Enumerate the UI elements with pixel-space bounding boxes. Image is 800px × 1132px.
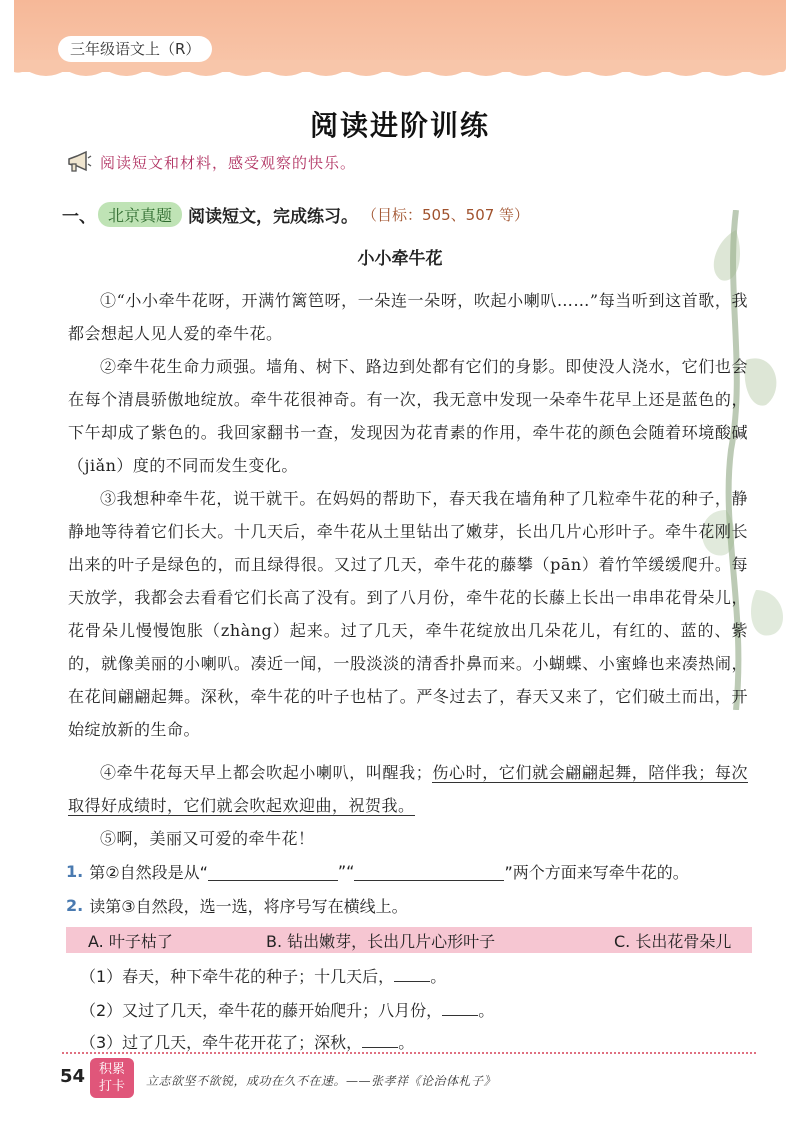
paragraph-1: ①“小小牵牛花呀，开满竹篱笆呀，一朵连一朵呀，吹起小喇叭……”每当听到这首歌，我都会想起人见人爱的牵牛花。 <box>68 291 748 343</box>
answer-blank-3[interactable] <box>394 965 430 982</box>
question-1-mid: ”“ <box>337 862 355 881</box>
card-line-1: 积累 <box>98 1062 125 1077</box>
passage-title: 小小牵牛花 <box>357 249 443 269</box>
sub-question-3-text: （3）过了几天，牵牛花开花了；深秋， <box>80 1033 363 1052</box>
footer-quote: 立志欲坚不欲锐，成功在久不在速。——张孝祥《论治体札子》 <box>146 1074 497 1088</box>
page-number: 54 <box>60 1066 86 1087</box>
instruction-row <box>66 150 356 174</box>
end-mark: 。 <box>478 1001 495 1020</box>
wave-divider <box>14 60 786 84</box>
end-mark: 。 <box>430 967 447 986</box>
sub-question-2-text: （2）又过了几天，牵牛花的藤开始爬升；八月份， <box>80 1001 443 1020</box>
card-line-2: 打卡 <box>98 1079 125 1094</box>
question-1-number: 1. <box>66 862 84 881</box>
accumulate-card <box>90 1058 134 1098</box>
instruction-text: 阅读短文和材料，感受观察的快乐。 <box>100 153 357 172</box>
question-2 <box>66 894 408 917</box>
answer-blank-4[interactable] <box>442 999 478 1016</box>
grade-label: 三年级语文上（R） <box>58 36 212 62</box>
footer-divider <box>62 1052 756 1054</box>
section-header <box>62 202 529 227</box>
page-title: 阅读进阶训练 <box>309 109 490 142</box>
options-bar <box>66 927 752 953</box>
paragraph-3: ③我想种牵牛花，说干就干。在妈妈的帮助下，春天我在墙角种了几粒牵牛花的种子，静静地等待着它们长大。十几天后，牵牛花从土里钻出了嫩芽，长出几片心形叶子。牵牛花刚长出来的叶子是绿色的，而且绿得很。又过了几天，牵牛花的藤攀（pān）着竹竿缓缓爬升。每天放学，我都会去看看它们长高了没有。到了八月份，牵牛花的长藤上长出一串串花骨朵儿，花骨朵儿慢慢饱胀（zhàng）起来。过了几天，牵牛花绽放出几朵花儿，有红的、蓝的、紫的，就像美丽的小喇叭。凑近一闻，一股淡淡的清香扑鼻而来。小蝴蝶、小蜜蜂也来凑热闹，在花间翩翩起舞。深秋，牵牛花的叶子也枯了。严冬过去了，春天又来了，它们破土而出，开始绽放新的生命。 <box>68 489 748 739</box>
paragraph-2: ②牵牛花生命力顽强。墙角、树下、路边到处都有它们的身影。即使没人浇水，它们也会在每个清晨骄傲地绽放。牵牛花很神奇。有一次，我无意中发现一朵牵牛花早上还是蓝色的，下午却成了紫色的。我回家翻书一查，发现因为花青素的作用，牵牛花的颜色会随着环境酸碱（jiǎn）度的不同而发生变化。 <box>68 357 748 475</box>
answer-blank-2[interactable] <box>354 862 504 881</box>
option-a: A. 叶子枯了 <box>88 931 173 951</box>
sub-question-3 <box>80 1030 414 1053</box>
sub-question-1 <box>80 964 446 987</box>
section-goal: （目标：505、507 等） <box>362 206 530 224</box>
section-task: 阅读短文，完成练习。 <box>188 207 359 227</box>
end-mark: 。 <box>398 1033 415 1052</box>
beijing-exam-badge: 北京真题 <box>98 202 182 227</box>
answer-blank-5[interactable] <box>362 1031 398 1048</box>
sub-question-2 <box>80 998 494 1021</box>
sub-question-1-text: （1）春天，种下牵牛花的种子；十几天后， <box>80 967 395 986</box>
question-2-number: 2. <box>66 896 84 915</box>
paragraph-4-text: ④牵牛花每天早上都会吹起小喇叭，叫醒我； <box>100 763 433 782</box>
section-number: 一、 <box>62 207 96 227</box>
underlined-sentence: 伤心时，它们就会翩翩起舞，陪伴我；每次取得好成绩时，它们就会吹起欢迎曲，祝贺我。 <box>68 763 748 815</box>
question-1-pre: 第②自然段是从“ <box>89 863 208 882</box>
question-1 <box>66 860 689 883</box>
option-b: B. 钻出嫩芽，长出几片心形叶子 <box>266 931 496 951</box>
answer-blank-1[interactable] <box>208 862 338 881</box>
paragraph-4 <box>68 756 748 822</box>
option-c: C. 长出花骨朵儿 <box>614 931 732 951</box>
question-2-text: 读第③自然段，选一选，将序号写在横线上。 <box>89 897 408 916</box>
question-1-post: ”两个方面来写牵牛花的。 <box>504 863 689 882</box>
megaphone-icon <box>66 150 92 174</box>
paragraph-5: ⑤啊，美丽又可爱的牵牛花！ <box>100 829 315 848</box>
